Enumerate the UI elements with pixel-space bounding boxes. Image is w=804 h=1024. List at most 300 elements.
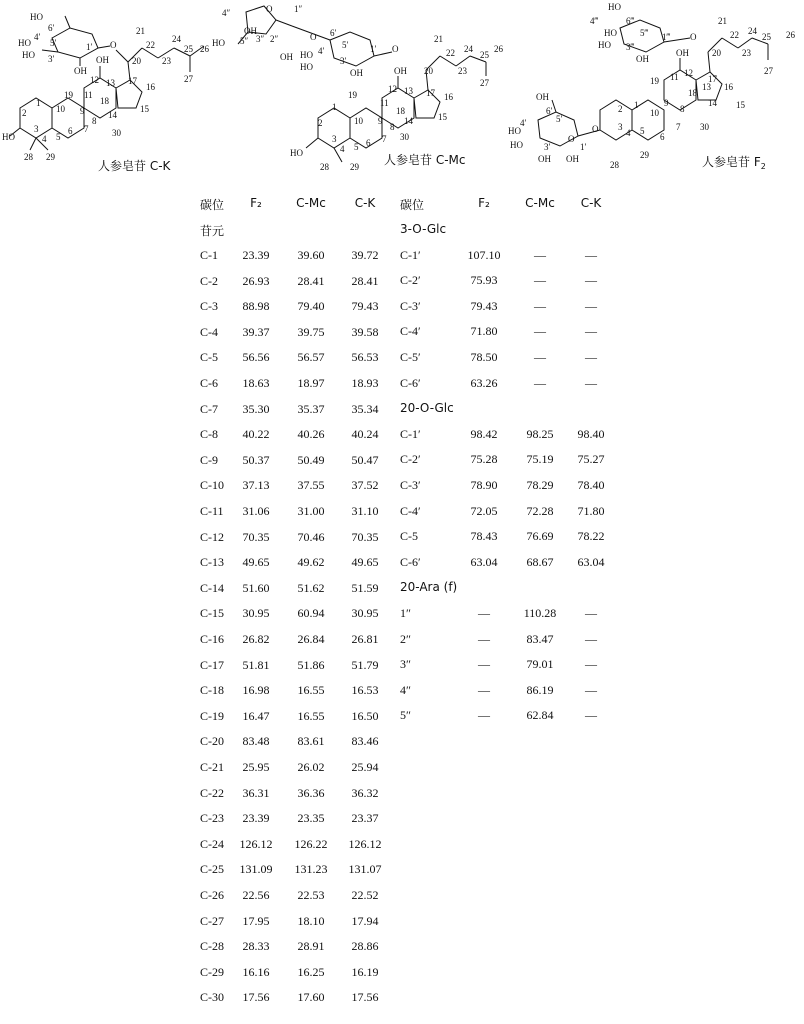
svg-text:14: 14 xyxy=(404,116,413,126)
carbon-label: C-16 xyxy=(200,632,224,646)
svg-text:4‴: 4‴ xyxy=(590,16,599,26)
carbon-label: 3″ xyxy=(400,657,411,672)
svg-text:30: 30 xyxy=(700,122,709,132)
svg-text:21: 21 xyxy=(434,34,443,44)
shift-value: 17.94 xyxy=(351,913,379,928)
svg-text:3′: 3′ xyxy=(544,142,551,152)
svg-text:O: O xyxy=(110,40,117,50)
shift-value: — xyxy=(478,606,490,620)
shift-value: 23.39 xyxy=(242,248,270,262)
shift-value: 110.28 xyxy=(523,606,557,620)
svg-text:9: 9 xyxy=(378,116,383,126)
shift-value: 39.72 xyxy=(351,248,379,262)
svg-text:OH: OH xyxy=(244,26,257,36)
svg-text:OH: OH xyxy=(538,154,551,164)
shift-value: 98.25 xyxy=(526,426,554,441)
shift-value: 25.95 xyxy=(242,760,270,774)
svg-text:29: 29 xyxy=(350,162,359,172)
shift-value: 83.47 xyxy=(526,631,554,646)
svg-text:18: 18 xyxy=(688,88,697,98)
shift-value: — xyxy=(585,657,597,672)
shift-value: 37.52 xyxy=(351,478,379,493)
carbon-label: C-23 xyxy=(200,811,224,826)
shift-value: 16.47 xyxy=(242,708,270,723)
shift-value: 75.28 xyxy=(470,452,498,467)
svg-text:20: 20 xyxy=(424,66,433,76)
shift-value: 17.60 xyxy=(297,990,325,1005)
shift-value: 26.02 xyxy=(297,760,325,774)
svg-text:6: 6 xyxy=(660,132,665,142)
svg-text:12: 12 xyxy=(684,68,693,78)
carbon-label: C-2′ xyxy=(400,273,421,288)
svg-text:3′: 3′ xyxy=(340,56,347,66)
carbon-label: C-14 xyxy=(200,580,224,595)
svg-text:12: 12 xyxy=(388,84,397,94)
svg-text:4: 4 xyxy=(626,128,631,138)
shift-value: 79.43 xyxy=(351,299,379,314)
shift-value: 56.53 xyxy=(351,350,379,365)
svg-text:11: 11 xyxy=(84,90,93,100)
svg-text:22: 22 xyxy=(146,40,155,50)
svg-text:OH: OH xyxy=(350,68,363,78)
shift-value: 39.58 xyxy=(351,324,379,339)
svg-text:1′: 1′ xyxy=(370,44,377,54)
shift-value: — xyxy=(534,324,546,339)
svg-text:10: 10 xyxy=(56,104,65,114)
shift-value: 26.81 xyxy=(351,632,379,646)
shift-value: 50.47 xyxy=(351,452,379,467)
svg-text:13: 13 xyxy=(404,86,413,96)
shift-value: 18.63 xyxy=(242,376,270,390)
shift-value: 17.56 xyxy=(351,990,379,1005)
svg-text:OH: OH xyxy=(280,52,293,62)
carbon-label: C-9 xyxy=(200,452,218,467)
shift-value: 78.22 xyxy=(577,529,605,544)
caption-ck: 人参皂苷 C-K xyxy=(98,159,171,173)
svg-text:HO: HO xyxy=(510,140,523,150)
svg-text:OH: OH xyxy=(636,54,649,64)
carbon-label: C-20 xyxy=(200,734,224,749)
shift-value: 51.59 xyxy=(351,580,379,595)
svg-text:27: 27 xyxy=(184,74,193,84)
svg-text:1′: 1′ xyxy=(86,42,93,52)
svg-text:25: 25 xyxy=(762,32,771,42)
svg-text:4: 4 xyxy=(42,134,47,144)
shift-value: 18.93 xyxy=(351,376,379,390)
carbon-label: C-21 xyxy=(200,760,224,774)
shift-value: 50.49 xyxy=(297,452,325,467)
carbon-label: C-17 xyxy=(200,657,224,672)
svg-text:HO: HO xyxy=(2,132,15,142)
carbon-label: C-18 xyxy=(200,683,224,698)
shift-value: 17.95 xyxy=(242,913,270,928)
shift-value: 17.56 xyxy=(242,990,270,1005)
shift-value: 35.34 xyxy=(351,401,379,416)
svg-text:28: 28 xyxy=(610,160,619,170)
shift-value: 23.39 xyxy=(242,811,270,826)
shift-value: 36.36 xyxy=(297,785,325,800)
svg-text:19: 19 xyxy=(64,90,73,100)
svg-text:6′: 6′ xyxy=(546,106,553,116)
carbon-label: C-28 xyxy=(200,939,224,954)
carbon-label: C-7 xyxy=(200,401,218,416)
shift-value: 49.65 xyxy=(351,555,379,570)
shift-value: 18.10 xyxy=(297,913,325,928)
svg-text:20: 20 xyxy=(712,48,721,58)
svg-text:22: 22 xyxy=(446,48,455,58)
svg-text:HO: HO xyxy=(508,126,521,136)
svg-text:6: 6 xyxy=(366,138,371,148)
svg-text:9: 9 xyxy=(80,106,85,116)
svg-text:22: 22 xyxy=(730,30,739,40)
svg-text:5′: 5′ xyxy=(556,114,563,124)
carbon-label: C-12 xyxy=(200,529,224,544)
shift-value: 126.12 xyxy=(348,836,382,851)
shift-value: — xyxy=(585,273,597,288)
svg-text:16: 16 xyxy=(444,92,453,102)
svg-text:27: 27 xyxy=(480,78,489,88)
carbon-label: C-1′ xyxy=(400,247,421,262)
svg-text:4″: 4″ xyxy=(222,8,231,18)
svg-text:7: 7 xyxy=(84,124,89,134)
svg-text:7: 7 xyxy=(382,134,387,144)
shift-value: 131.07 xyxy=(348,862,382,877)
carbon-label: C-1′ xyxy=(400,426,421,441)
carbon-label: C-25 xyxy=(200,862,224,877)
svg-text:HO: HO xyxy=(300,62,313,72)
shift-value: 86.19 xyxy=(526,682,554,697)
shift-value: 40.26 xyxy=(297,427,325,442)
carbon-label: C-26 xyxy=(200,888,224,902)
svg-text:10: 10 xyxy=(650,108,659,118)
carbon-label: C-4 xyxy=(200,324,218,339)
svg-text:HO: HO xyxy=(30,12,43,22)
table-header-right: 碳位 xyxy=(400,198,425,212)
carbon-label: C-30 xyxy=(200,990,224,1005)
svg-text:28: 28 xyxy=(24,152,33,162)
shift-value: 79.01 xyxy=(526,657,554,672)
svg-text:9: 9 xyxy=(664,98,669,108)
svg-text:5: 5 xyxy=(354,142,359,152)
svg-text:3: 3 xyxy=(332,134,337,144)
shift-value: — xyxy=(478,631,490,646)
svg-text:HO: HO xyxy=(300,50,313,60)
svg-text:OH: OH xyxy=(394,66,407,76)
svg-text:21: 21 xyxy=(136,26,145,36)
svg-text:11: 11 xyxy=(670,72,679,82)
svg-text:18: 18 xyxy=(100,96,109,106)
shift-value: 70.35 xyxy=(351,529,379,544)
shift-value: 72.05 xyxy=(470,503,498,518)
svg-text:4′: 4′ xyxy=(520,118,527,128)
svg-text:O: O xyxy=(310,32,317,42)
carbon-label: 1″ xyxy=(400,606,411,620)
svg-text:O: O xyxy=(592,124,599,134)
svg-text:2″: 2″ xyxy=(270,34,279,44)
shift-value: 56.57 xyxy=(297,350,325,365)
shift-value: 16.55 xyxy=(297,683,325,698)
svg-text:18: 18 xyxy=(396,106,405,116)
shift-value: 16.25 xyxy=(297,964,325,979)
shift-value: 26.82 xyxy=(242,632,270,646)
svg-text:29: 29 xyxy=(46,152,55,162)
svg-text:30: 30 xyxy=(400,132,409,142)
svg-text:O: O xyxy=(690,32,697,42)
svg-text:8: 8 xyxy=(92,116,97,126)
svg-text:12: 12 xyxy=(90,75,99,85)
carbon-label: C-3′ xyxy=(400,478,421,492)
table-header-right: C-K xyxy=(580,196,602,210)
svg-text:2: 2 xyxy=(618,104,623,114)
shift-value: 79.40 xyxy=(297,299,325,314)
carbon-label: C-6′ xyxy=(400,375,421,390)
shift-value: 76.69 xyxy=(526,529,554,544)
shift-value: 28.86 xyxy=(351,939,379,954)
svg-text:15: 15 xyxy=(140,104,149,114)
svg-text:HO: HO xyxy=(22,50,35,60)
svg-text:16: 16 xyxy=(146,82,155,92)
svg-text:23: 23 xyxy=(162,56,171,66)
svg-text:13: 13 xyxy=(106,78,115,88)
shift-value: 25.94 xyxy=(351,760,379,774)
shift-value: 70.46 xyxy=(297,529,325,544)
carbon-label: C-6 xyxy=(200,376,218,390)
svg-text:19: 19 xyxy=(650,76,659,86)
carbon-label: 5″ xyxy=(400,708,411,723)
shift-value: 72.28 xyxy=(526,503,554,518)
svg-text:24: 24 xyxy=(748,26,757,36)
svg-text:HO: HO xyxy=(212,38,225,48)
carbon-label: C-3′ xyxy=(400,298,421,313)
shift-value: — xyxy=(585,324,597,339)
shift-value: 56.56 xyxy=(242,350,270,365)
shift-value: — xyxy=(478,657,490,672)
svg-text:17: 17 xyxy=(128,76,137,86)
carbon-label: C-5 xyxy=(400,529,418,544)
carbon-label: C-6′ xyxy=(400,554,421,569)
shift-value: 83.46 xyxy=(351,734,379,749)
shift-value: 49.65 xyxy=(242,555,270,570)
svg-text:25: 25 xyxy=(184,44,193,54)
svg-text:1: 1 xyxy=(332,102,337,112)
shift-value: 51.60 xyxy=(242,580,270,595)
svg-text:OH: OH xyxy=(536,92,549,102)
svg-text:5: 5 xyxy=(640,126,645,136)
shift-value: — xyxy=(585,606,597,620)
svg-text:2: 2 xyxy=(22,108,27,118)
shift-value: 35.30 xyxy=(242,401,270,416)
carbon-label: C-2′ xyxy=(400,452,421,467)
shift-value: 75.93 xyxy=(470,273,498,288)
shift-value: 30.95 xyxy=(242,606,270,621)
shift-value: 28.33 xyxy=(242,939,270,954)
svg-text:26: 26 xyxy=(200,44,209,54)
shift-value: 50.37 xyxy=(242,452,270,467)
svg-text:20: 20 xyxy=(132,56,141,66)
svg-text:28: 28 xyxy=(320,162,329,172)
svg-text:O: O xyxy=(392,44,399,54)
shift-value: 79.43 xyxy=(470,298,498,313)
shift-value: 18.97 xyxy=(297,376,325,390)
svg-text:15: 15 xyxy=(438,112,447,122)
shift-value: 62.84 xyxy=(526,708,554,723)
shift-value: 16.53 xyxy=(351,683,379,698)
shift-value: 78.50 xyxy=(470,350,498,364)
shift-value: 35.37 xyxy=(297,401,325,416)
shift-value: 16.98 xyxy=(242,683,270,698)
svg-text:21: 21 xyxy=(718,16,727,26)
shift-value: 98.42 xyxy=(470,426,498,441)
shift-value: — xyxy=(478,682,490,697)
svg-text:6′: 6′ xyxy=(330,28,337,38)
svg-text:26: 26 xyxy=(494,44,503,54)
svg-text:O: O xyxy=(266,4,273,14)
shift-value: 22.53 xyxy=(297,888,325,902)
table-header-right: C-Mc xyxy=(525,196,555,210)
svg-text:11: 11 xyxy=(380,98,389,108)
shift-value: 39.37 xyxy=(242,324,270,339)
svg-text:5: 5 xyxy=(56,132,61,142)
section-sugar: 20-O-Glc xyxy=(400,401,454,416)
shift-value: 78.29 xyxy=(526,478,554,492)
svg-text:3′: 3′ xyxy=(48,54,55,64)
svg-text:O: O xyxy=(568,134,575,144)
shift-value: 78.43 xyxy=(470,529,498,544)
table-header-right: F₂ xyxy=(478,196,490,210)
carbon-label: C-11 xyxy=(200,504,224,518)
svg-text:1: 1 xyxy=(36,98,41,108)
shift-value: 131.23 xyxy=(294,862,328,877)
svg-text:15: 15 xyxy=(736,100,745,110)
shift-value: 78.90 xyxy=(470,478,498,492)
svg-text:5‴: 5‴ xyxy=(640,28,649,38)
shift-value: 63.26 xyxy=(470,375,498,390)
svg-text:23: 23 xyxy=(458,66,467,76)
shift-value: 51.81 xyxy=(242,657,270,672)
shift-value: — xyxy=(585,631,597,646)
shift-value: 39.60 xyxy=(297,248,325,262)
svg-text:24: 24 xyxy=(464,44,473,54)
shift-value: 37.13 xyxy=(242,478,270,493)
shift-value: 83.48 xyxy=(242,734,270,749)
carbon-label: 4″ xyxy=(400,682,411,697)
carbon-label: C-4′ xyxy=(400,503,421,518)
table-header-left: C-Mc xyxy=(296,196,326,210)
carbon-label: C-8 xyxy=(200,427,218,442)
shift-value: 75.19 xyxy=(526,452,554,467)
svg-text:7: 7 xyxy=(676,122,681,132)
svg-text:14: 14 xyxy=(108,110,117,120)
shift-value: 37.55 xyxy=(297,478,325,493)
svg-text:17: 17 xyxy=(708,74,717,84)
shift-value: 51.62 xyxy=(297,580,325,595)
svg-text:6′: 6′ xyxy=(48,23,55,33)
svg-text:27: 27 xyxy=(764,66,773,76)
svg-text:HO: HO xyxy=(604,28,617,38)
svg-text:29: 29 xyxy=(640,150,649,160)
shift-value: — xyxy=(585,350,597,364)
svg-text:10: 10 xyxy=(354,116,363,126)
shift-value: 78.40 xyxy=(577,478,605,492)
carbon-label: C-5′ xyxy=(400,350,421,364)
shift-value: 51.79 xyxy=(351,657,379,672)
shift-value: 30.95 xyxy=(351,606,379,621)
svg-text:8: 8 xyxy=(680,104,685,114)
shift-value: 131.09 xyxy=(239,862,273,877)
table-header-left: F₂ xyxy=(250,196,262,210)
shift-value: 83.61 xyxy=(297,734,325,749)
shift-value: 26.84 xyxy=(297,632,325,646)
svg-text:13: 13 xyxy=(702,82,711,92)
shift-value: 16.50 xyxy=(351,708,379,723)
svg-text:8: 8 xyxy=(390,122,395,132)
shift-value: — xyxy=(534,273,546,288)
svg-text:17: 17 xyxy=(426,88,435,98)
shift-value: 49.62 xyxy=(297,555,325,570)
svg-text:5′: 5′ xyxy=(50,38,57,48)
shift-value: — xyxy=(478,708,490,723)
shift-value: 36.31 xyxy=(242,785,270,800)
shift-value: 23.37 xyxy=(351,811,379,826)
section-aglycone: 苷元 xyxy=(200,224,225,238)
carbon-label: C-29 xyxy=(200,964,224,979)
svg-text:OH: OH xyxy=(74,66,87,76)
carbon-label: C-24 xyxy=(200,836,224,851)
shift-value: 40.24 xyxy=(351,427,379,442)
shift-value: 28.41 xyxy=(351,273,379,288)
svg-text:6: 6 xyxy=(68,126,73,136)
carbon-label: C-15 xyxy=(200,606,224,621)
svg-text:HO: HO xyxy=(290,148,303,158)
carbon-label: C-13 xyxy=(200,555,224,570)
svg-text:24: 24 xyxy=(172,34,181,44)
svg-text:30: 30 xyxy=(112,128,121,138)
table-header-left: C-K xyxy=(354,196,376,210)
carbon-label: C-5 xyxy=(200,350,218,365)
shift-value: 22.52 xyxy=(351,888,379,902)
shift-value: 40.22 xyxy=(242,427,270,442)
shift-value: 16.19 xyxy=(351,964,379,979)
svg-text:OH: OH xyxy=(566,154,579,164)
shift-value: 16.16 xyxy=(242,964,270,979)
table-header-left: 碳位 xyxy=(200,198,225,212)
shift-value: 60.94 xyxy=(297,606,325,621)
svg-text:HO: HO xyxy=(598,40,611,50)
shift-value: 51.86 xyxy=(297,657,325,672)
carbon-label: 2″ xyxy=(400,631,411,646)
shift-value: — xyxy=(534,350,546,364)
shift-value: 98.40 xyxy=(577,426,605,441)
shift-value: 71.80 xyxy=(577,503,605,518)
shift-value: 88.98 xyxy=(242,299,270,314)
svg-text:3: 3 xyxy=(618,122,623,132)
shift-value: 68.67 xyxy=(526,554,554,569)
svg-text:3: 3 xyxy=(34,124,39,134)
shift-value: 107.10 xyxy=(467,247,501,262)
carbon-label: C-2 xyxy=(200,273,218,288)
section-sugar: 20-Ara (f) xyxy=(400,580,458,595)
shift-value: 63.04 xyxy=(470,554,498,569)
svg-text:25: 25 xyxy=(480,50,489,60)
shift-value: 126.12 xyxy=(239,836,273,851)
shift-value: 39.75 xyxy=(297,324,325,339)
shift-value: — xyxy=(534,247,546,262)
svg-text:4′: 4′ xyxy=(34,32,41,42)
shift-value: 126.22 xyxy=(294,836,328,851)
shift-value: — xyxy=(585,682,597,697)
svg-text:6‴: 6‴ xyxy=(626,16,635,26)
shift-value: — xyxy=(585,298,597,313)
